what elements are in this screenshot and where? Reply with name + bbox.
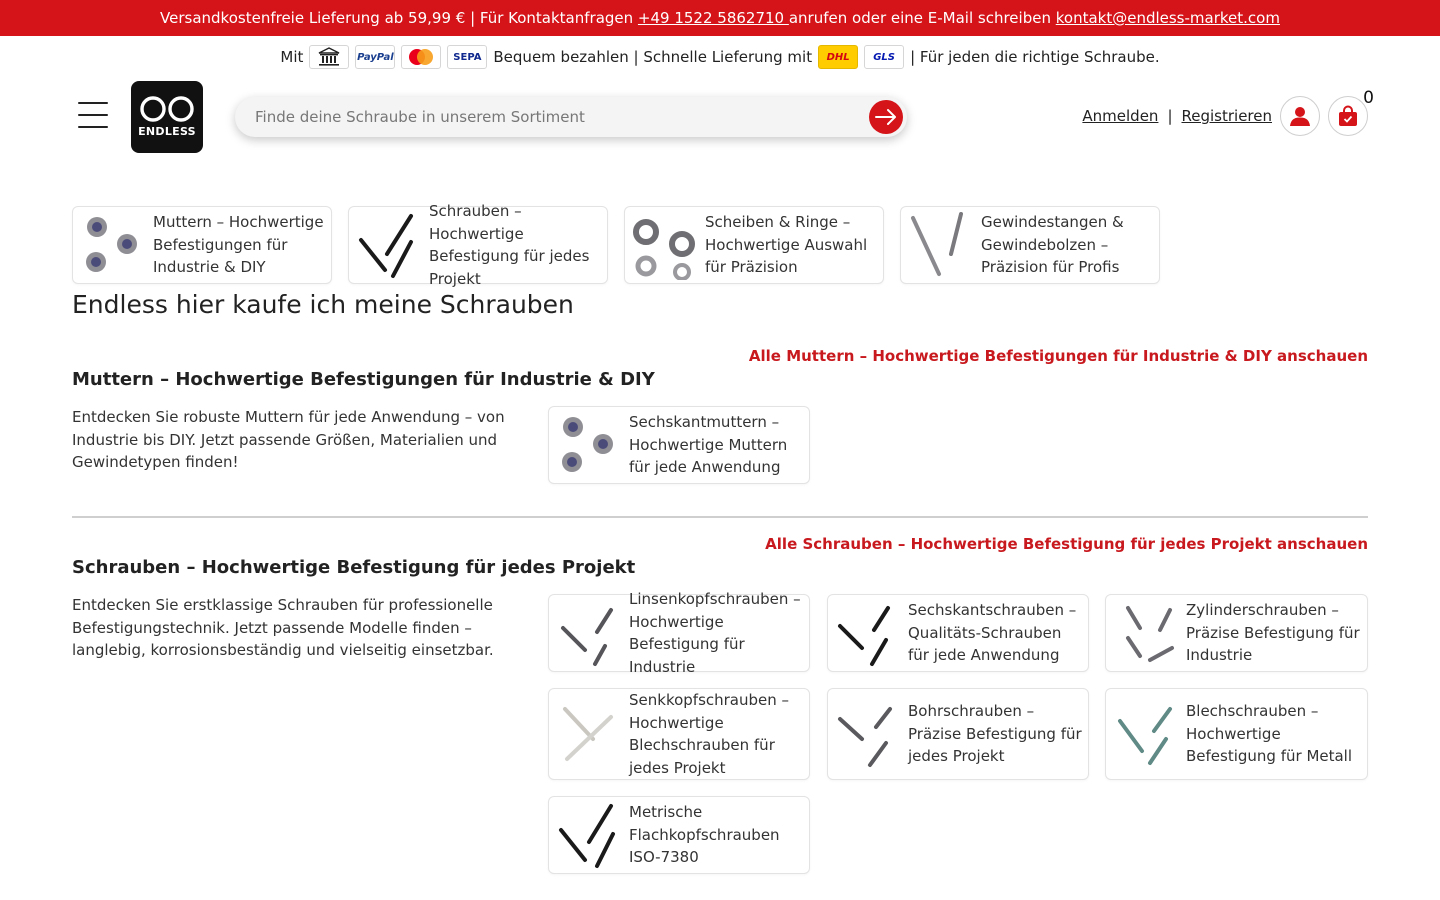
- category-card-screws[interactable]: [348, 202, 608, 288]
- product-label: Blechschrauben – Hochwertige Befestigung für Metall: [1186, 702, 1353, 766]
- category-card-threaded-rods[interactable]: [900, 206, 1160, 284]
- section-description-nuts: Entdecken Sie robuste Muttern für jede Anwendung – von Industrie bis DIY. Jetzt passende Größen, Materialien und Gewindetypen finden!: [72, 408, 505, 471]
- announcement-text: Versandkostenfreie Lieferung ab 59,99 € | Für Kontaktanfragen: [160, 9, 638, 27]
- product-card-hex-screws[interactable]: [827, 594, 1089, 672]
- product-card-socket-screws[interactable]: [1105, 594, 1368, 672]
- paypal-icon: PayPal: [355, 45, 395, 69]
- product-label: Metrische Flachkopfschrauben ISO-7380: [629, 803, 780, 867]
- category-label: Schrauben – Hochwertige Befestigung für jedes Projekt: [429, 202, 590, 288]
- screws-thumbnail-icon: [353, 210, 423, 280]
- product-label: Bohrschrauben – Präzise Befestigung für jedes Projekt: [908, 702, 1082, 766]
- section-divider: [72, 516, 1368, 518]
- register-link[interactable]: Registrieren: [1181, 107, 1272, 125]
- search-submit-button[interactable]: [869, 100, 903, 134]
- product-label: Zylinderschrauben – Präzise Befestigung für Industrie: [1186, 601, 1360, 665]
- product-card-flat-head-screws[interactable]: [548, 796, 810, 874]
- page-title: Endless hier kaufe ich meine Schrauben: [72, 290, 574, 319]
- section-description-screws: Entdecken Sie erstklassige Schrauben für professionelle Befestigungstechnik. Jetzt passende Modelle finden – langlebig, korrosionsbeständig und vielseitig einsetzbar.: [72, 596, 494, 659]
- nuts-thumbnail-icon: [77, 210, 147, 280]
- shopping-bag-icon: [1337, 105, 1359, 127]
- product-label: Sechskantschrauben – Qualitäts-Schrauben für jede Anwendung: [908, 601, 1077, 665]
- countersunk-screws-thumbnail-icon: [553, 699, 623, 769]
- mastercard-icon: [401, 45, 441, 69]
- announcement-bar: [0, 0, 1440, 36]
- product-card-hex-nuts[interactable]: [548, 406, 810, 484]
- category-label: Gewindestangen & Gewindebolzen – Präzision für Profis: [981, 213, 1124, 277]
- see-all-screws-link[interactable]: Alle Schrauben – Hochwertige Befestigung für jedes Projekt anschauen: [765, 535, 1368, 553]
- washers-thumbnail-icon: [629, 210, 699, 280]
- pan-head-screws-thumbnail-icon: [553, 598, 623, 668]
- product-label: Linsenkopfschrauben – Hochwertige Befestigung für Industrie: [629, 590, 801, 676]
- category-label: Muttern – Hochwertige Befestigungen für Industrie & DIY: [153, 213, 324, 277]
- cart-button[interactable]: [1328, 88, 1374, 136]
- section-title-screws: Schrauben – Hochwertige Befestigung für jedes Projekt: [72, 557, 636, 578]
- category-label: Scheiben & Ringe – Hochwertige Auswahl für Präzision: [705, 213, 868, 277]
- logo[interactable]: [131, 81, 203, 153]
- search-bar: [235, 97, 907, 137]
- flat-head-screws-thumbnail-icon: [553, 800, 623, 870]
- dhl-icon: DHL: [818, 45, 858, 69]
- product-card-pan-head-screws[interactable]: [548, 590, 810, 676]
- user-icon: [1289, 105, 1311, 127]
- logo-text: ENDLESS: [138, 125, 196, 138]
- hex-screws-thumbnail-icon: [832, 598, 902, 668]
- product-label: Senkkopfschrauben – Hochwertige Blechschrauben für jedes Projekt: [629, 691, 790, 777]
- product-card-sheet-metal-screws[interactable]: [1105, 688, 1368, 780]
- login-link[interactable]: Anmelden: [1082, 107, 1159, 125]
- paybar-text-2: | Für jeden die richtige Schraube.: [910, 48, 1160, 66]
- socket-screws-thumbnail-icon: [1110, 598, 1180, 668]
- cart-count-badge: 0: [1363, 88, 1374, 108]
- section-title-nuts: Muttern – Hochwertige Befestigungen für Industrie & DIY: [72, 369, 655, 390]
- mit-label: Mit: [280, 48, 304, 66]
- see-all-nuts-link[interactable]: Alle Muttern – Hochwertige Befestigungen für Industrie & DIY anschauen: [748, 347, 1368, 365]
- gls-icon: GLS: [864, 45, 904, 69]
- search-input[interactable]: [235, 97, 869, 137]
- payment-shipping-bar: [0, 36, 1440, 78]
- infinity-logo-icon: [138, 96, 196, 122]
- email-link[interactable]: kontakt@endless-market.com: [1055, 9, 1280, 27]
- hamburger-menu-icon[interactable]: [78, 102, 108, 128]
- account-area: [1082, 88, 1374, 136]
- bank-transfer-icon: [309, 45, 349, 69]
- auth-separator: |: [1167, 107, 1173, 125]
- sepa-icon: SEPA: [447, 45, 487, 69]
- arrow-right-icon: [874, 108, 898, 126]
- user-account-button[interactable]: [1280, 96, 1320, 136]
- sheet-metal-screws-thumbnail-icon: [1110, 699, 1180, 769]
- phone-link[interactable]: +49 1522 5862710: [637, 9, 789, 27]
- product-label: Sechskantmuttern – Hochwertige Muttern für jede Anwendung: [629, 413, 788, 477]
- hex-nuts-thumbnail-icon: [553, 410, 623, 480]
- announcement-text-2: anrufen oder eine E-Mail schreiben: [788, 9, 1056, 27]
- category-card-washers[interactable]: [624, 206, 884, 284]
- site-header: [72, 80, 1374, 154]
- paybar-text-1: Bequem bezahlen | Schnelle Lieferung mit: [493, 48, 813, 66]
- threaded-rods-thumbnail-icon: [905, 210, 975, 280]
- category-card-nuts[interactable]: [72, 206, 332, 284]
- product-card-countersunk-screws[interactable]: [548, 688, 810, 780]
- drilling-screws-thumbnail-icon: [832, 699, 902, 769]
- product-card-drilling-screws[interactable]: [827, 688, 1089, 780]
